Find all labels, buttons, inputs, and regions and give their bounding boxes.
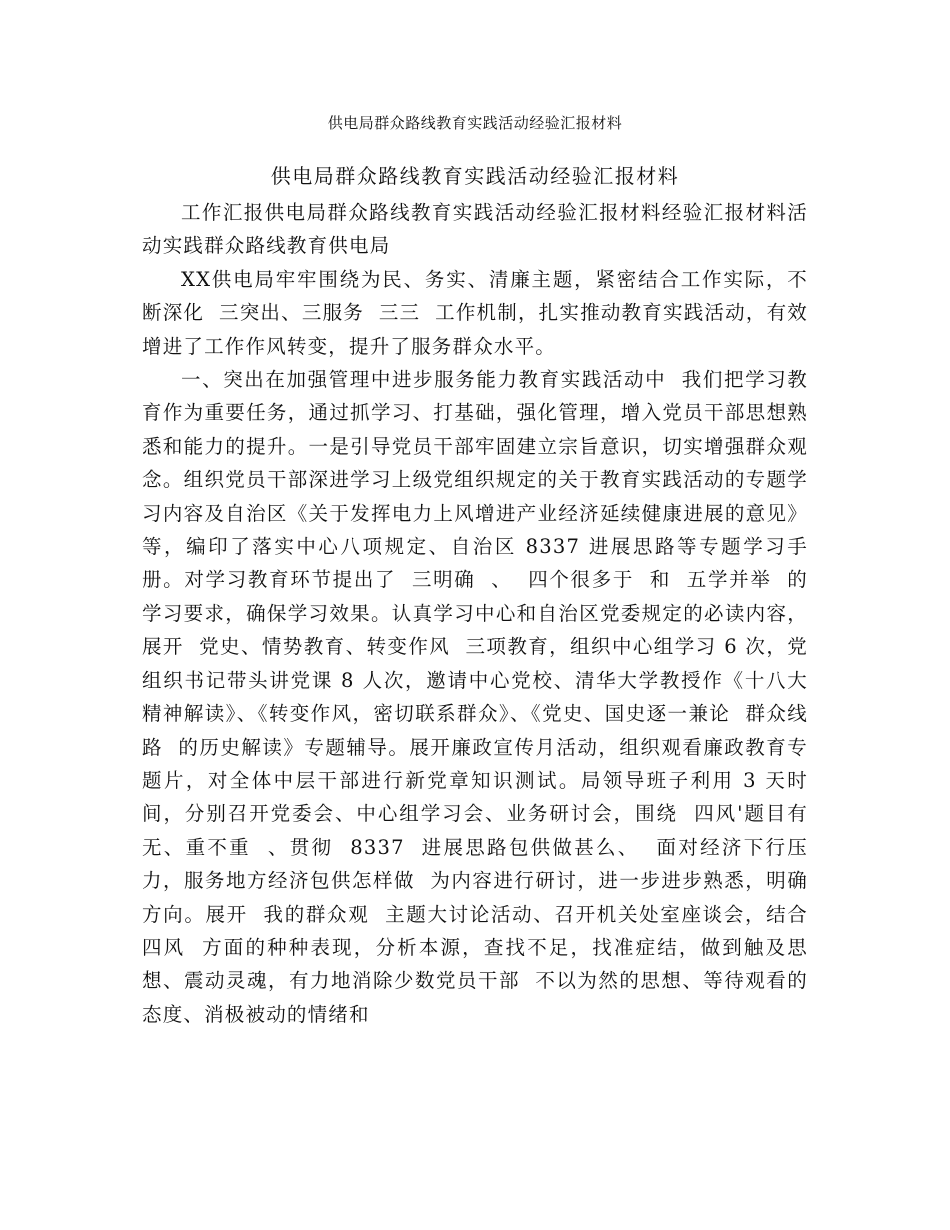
- keywords-paragraph: 工作汇报供电局群众路线教育实践活动经验汇报材料经验汇报材料活动实践群众路线教育供电局: [142, 201, 808, 258]
- page-header-title: 供电局群众路线教育实践活动经验汇报材料: [327, 114, 623, 132]
- document-body: [142, 196, 823, 1031]
- document-title: 供电局群众路线教育实践活动经验汇报材料: [270, 164, 680, 188]
- intro-paragraph: XX供电局牢牢围绕为民、务实、清廉主题，紧密结合工作实际，不断深化 三突出、三服务 三三 工作机制，扎实推动教育实践活动，有效增进了工作作风转变，提升了服务群众水平。: [142, 267, 808, 358]
- section-one-paragraph: 一、突出在加强管理中进步服务能力教育实践活动中 我们把学习教育作为重要任务，通过抓学习、打基础，强化管理，增入党员干部思想熟悉和能力的提升。一是引导党员干部牢固建立宗旨意识，切实增强群众观念。组织党员干部深进学习上级党组织规定的关于教育实践活动的专题学习内容及自治区《关于发挥电力上风增进产业经济延续健康进展的意见》等，编印了落实中心八项规定、自治区 8337 进展思路等专题学习手册。对学习教育环节提出了 三明确 、 四个很多于 和 五学并举 的学习要求，确保学习效果。认真学习中心和自治区党委规定的必读内容，展开 党史、情势教育、转变作风 三项教育，组织中心组学习 6 次，党组织书记带头讲党课 8 人次，邀请中心党校、清华大学教授作《十八大精神解读》、《转变作风，密切联系群众》、《党史、国史逐一兼论 群众线路 的历史解读》专题辅导。展开廉政宣传月活动，组织观看廉政教育专题片，对全体中层干部进行新党章知识测试。局领导班子利用 3 天时间，分别召开党委会、中心组学习会、业务研讨会，围绕 四风'题目有无、重不重 、贯彻 8337 进展思路包供做甚么、 面对经济下行压力，服务地方经济包供怎样做 为内容进行研讨，进一步进步熟悉，明确方向。展开 我的群众观 主题大讨论活动、召开机关处室座谈会，结合 四风 方面的种种表现，分析本源，查找不足，找准症结，做到触及思想、震动灵魂，有力地消除少数党员干部 不以为然的思想、等待观看的态度、消极被动的情绪和: [142, 368, 823, 1026]
